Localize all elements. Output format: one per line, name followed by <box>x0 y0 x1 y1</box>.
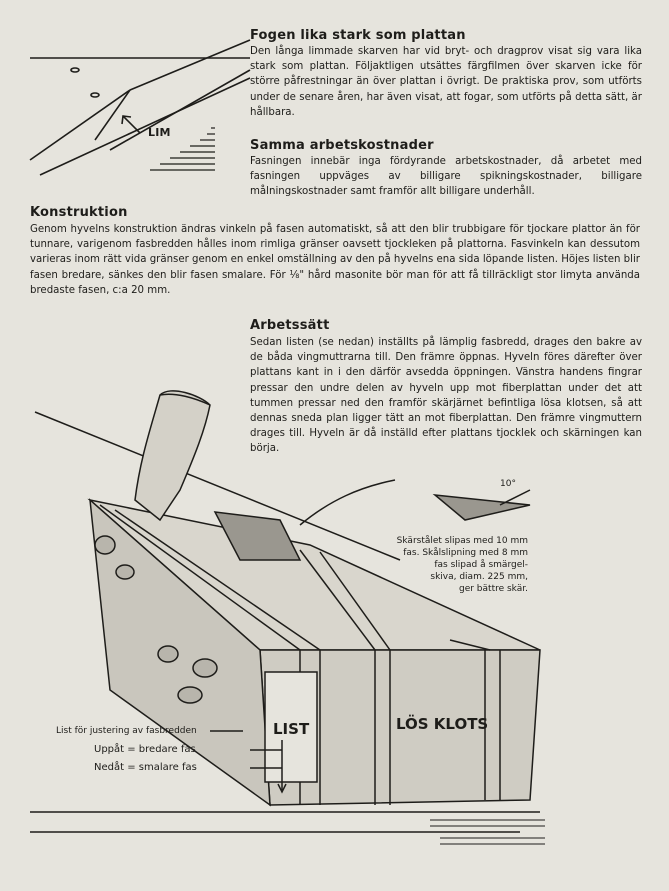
blade-note <box>388 535 528 595</box>
blade-note-line-4: skiva, diam. 225 mm, <box>430 572 528 582</box>
blade-note-line-2: fas. Skålslipning med 8 mm <box>403 548 528 558</box>
body-konstruktion: Genom hyvelns konstruktion ändras vinkeln på fasen automatiskt, så att den blir trubbigare för tjockare plattor än för tunnare, varigenom fasbredden hålles inom rimliga gränser oavsett tjockleken på plattorna. Fasvinkeln kan dessutom varieras inom rätt vida gränser genom en enkel omställning av den på hyvelns ena sida löpande listen. Höjes listen blir fasen bredare, sänkes den blir fasen smalare. För ⅛" hård masonite bör man för att få tillräckligt stor limyta använda bredaste fasen, c:a 20 mm. <box>30 224 640 296</box>
heading-fogen: Fogen lika stark som plattan <box>250 28 466 43</box>
body-arbetssatt: Sedan listen (se nedan) inställts på lämplig fasbredd, drages den bakre av de båda vingmuttrarna till. Den främre öppnas. Hyveln föres därefter över plattans kant in i den därför avsedda öppningen. Vänstra handens fingrar pressar den undre delen av hyveln upp mot fiberplattan under det att tummen pressar ned den framför skärjärnet befintliga lösa klotsen, så att dennas sneda plan ligger tätt an mot fiberplattan. Den främre vingmuttern drages till. Hyveln är då inställd efter plattans tjocklek och skärningen kan börja. <box>250 337 642 455</box>
list-label: LIST <box>273 720 310 738</box>
heading-kostnader: Samma arbetskostnader <box>250 138 434 153</box>
caption-down: Nedåt = smalare fas <box>94 762 197 773</box>
heading-arbetssatt: Arbetssätt <box>250 318 330 333</box>
blade-angle-label: 10° <box>500 479 516 489</box>
caption-up: Uppåt = bredare fas <box>94 744 196 755</box>
blade-note-line-3: fas slipad å smärgel- <box>434 560 528 570</box>
body-kostnader: Fasningen innebär inga fördyrande arbetskostnader, då arbetet med fasningen uppväges av billigare spikningskostnader, billigare målningskostnader samt framför allt billigare underhåll. <box>250 156 642 198</box>
body-fogen: Den långa limmade skarven har vid bryt- och dragprov visat sig vara lika stark som plattan. Följaktligen utsättes färgfilmen över skarven icke för större påfrestningar än över plattan i övrigt. De praktiska prov, som utförts under de senare åren, har även visat, att fogar, som utförts på detta sätt, är hållbara. <box>250 46 642 118</box>
heading-konstruktion: Konstruktion <box>30 205 128 220</box>
klots-label: LÖS KLOTS <box>396 715 489 733</box>
blade-note-line-5: ger bättre skär. <box>459 584 528 594</box>
caption-list: List för justering av fasbredden <box>56 726 197 736</box>
blade-note-line-1: Skärstålet slipas med 10 mm <box>396 536 528 546</box>
lim-label: LIM <box>148 126 171 139</box>
